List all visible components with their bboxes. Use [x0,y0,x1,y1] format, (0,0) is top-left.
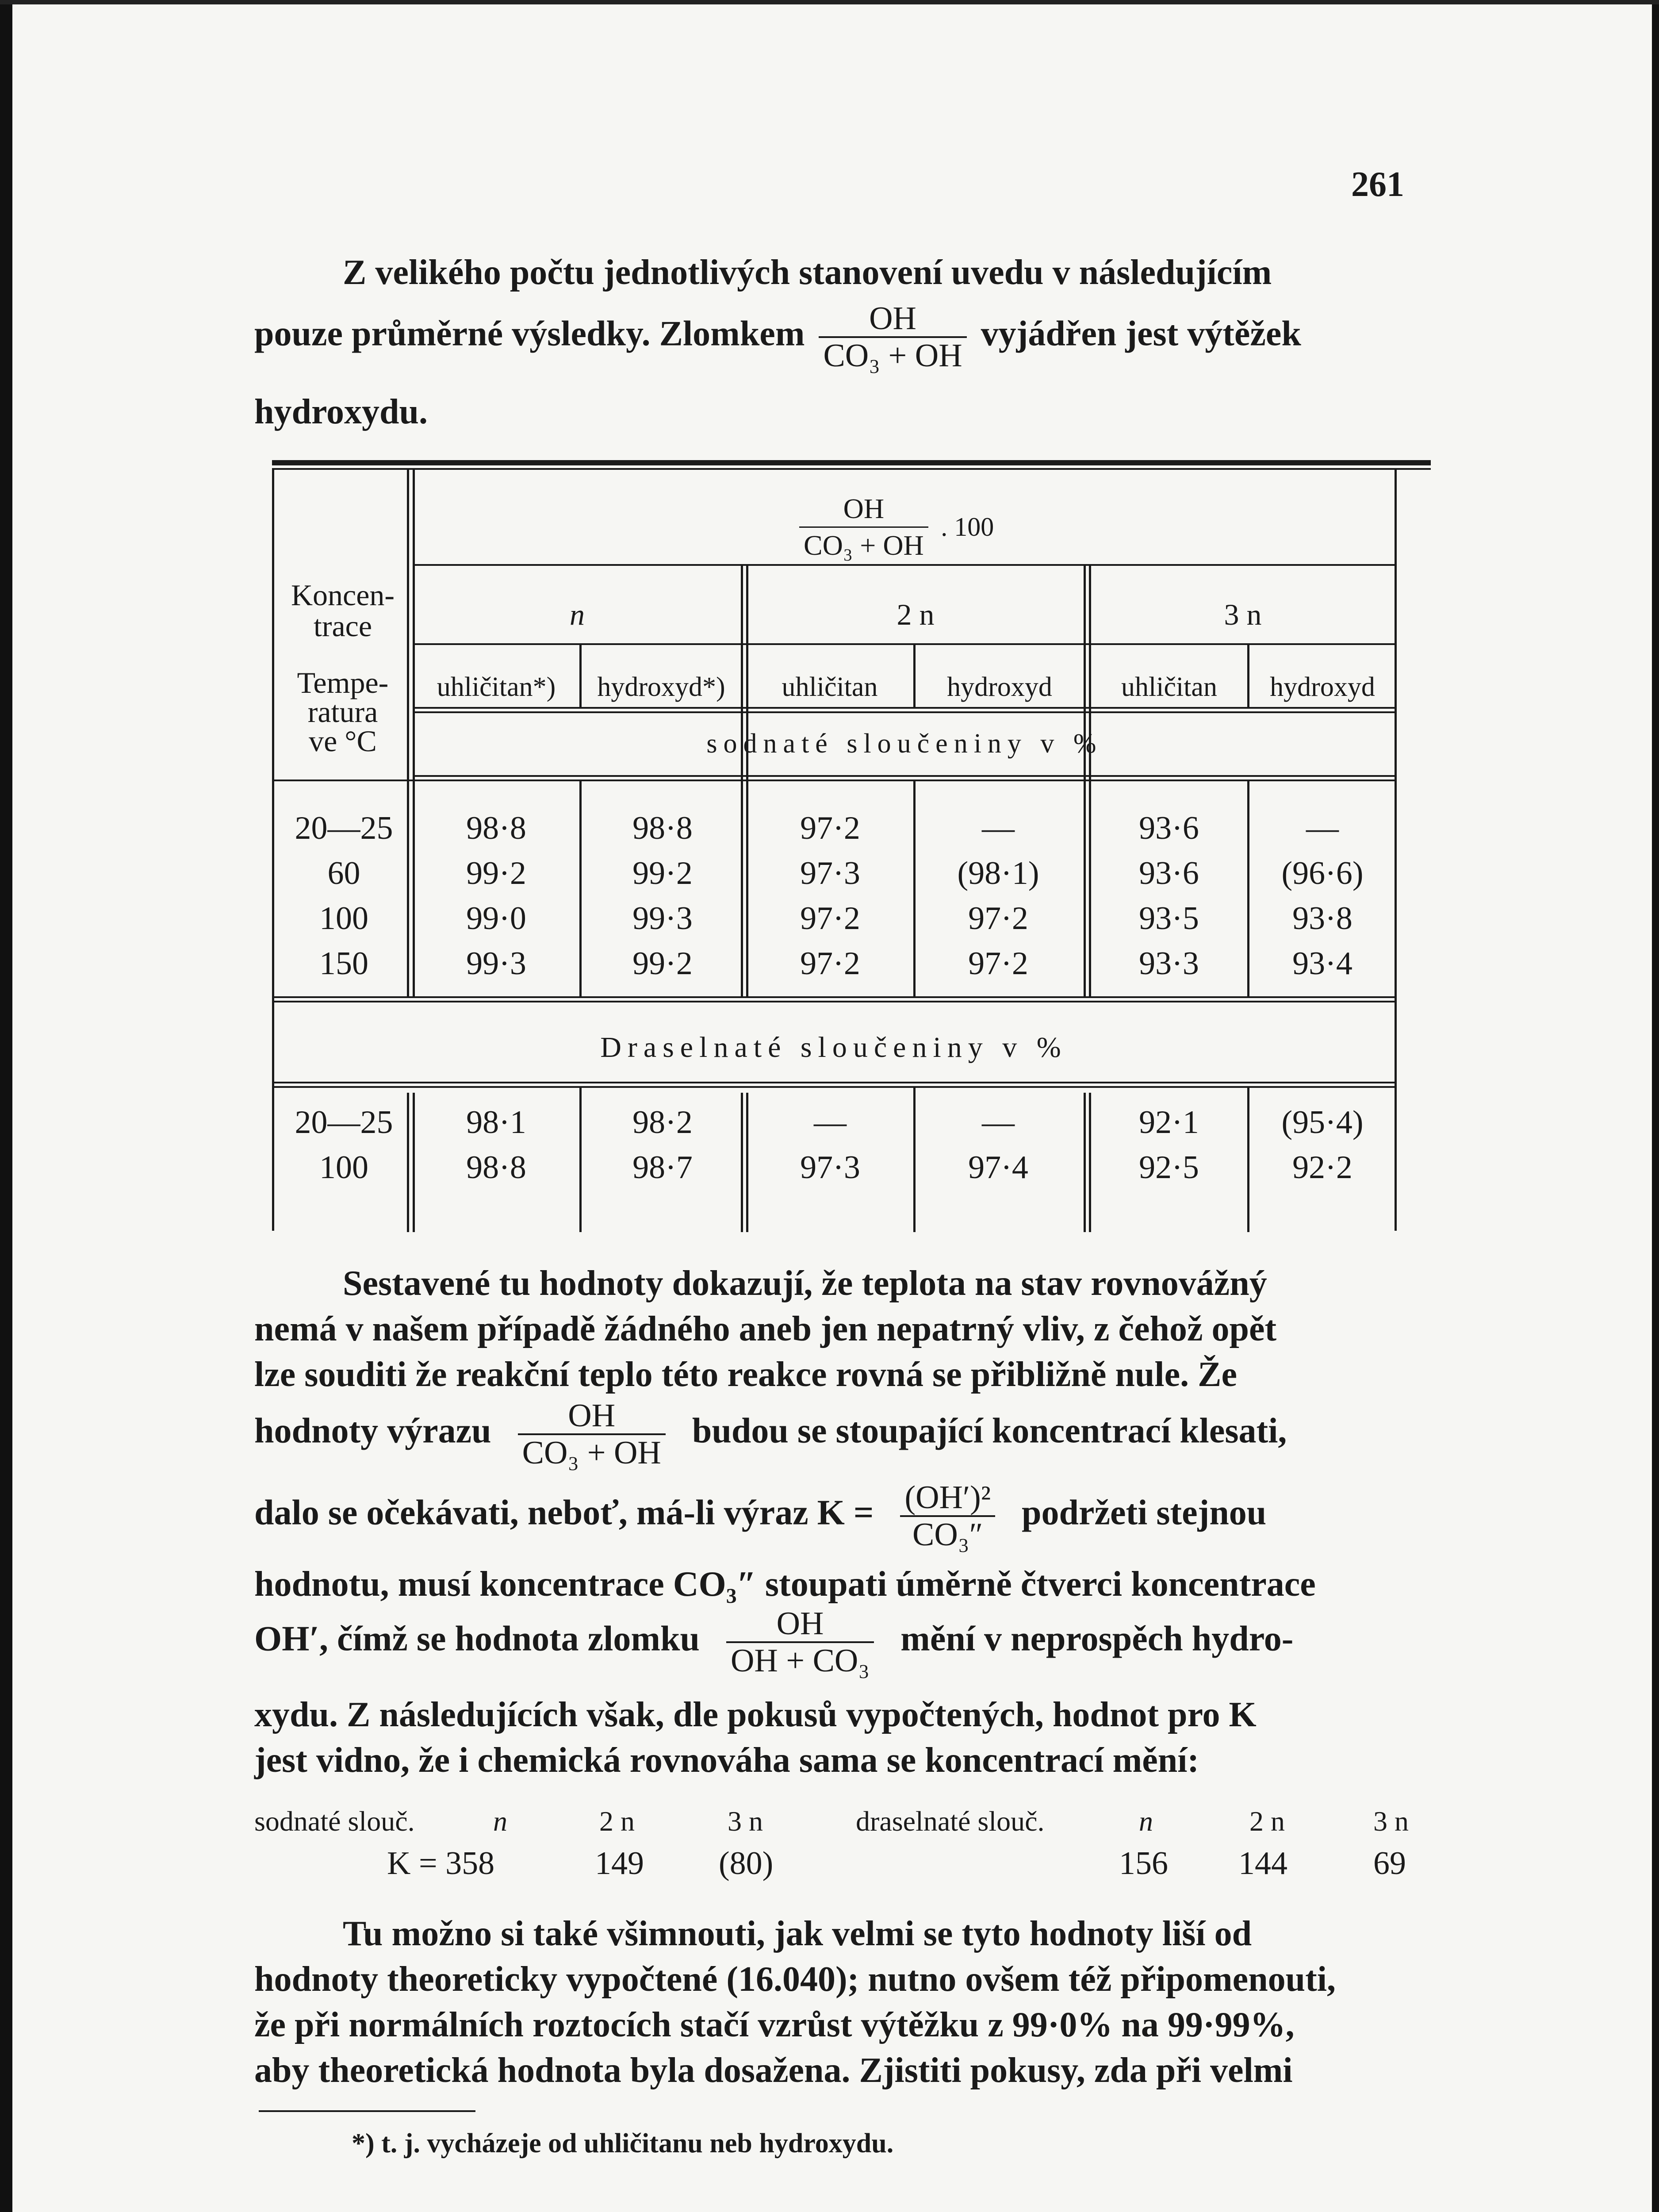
intro-line-1: Z velikého počtu jednotlivých stanovení uvedu v následujícím [343,253,1272,292]
intro-line-2-end: vyjádřen jest výtěžek [981,314,1301,353]
sodium-row-cell-2-0: 99·0 [466,900,526,937]
sodium-row-cell-2-4: 93·5 [1139,900,1199,937]
data-col-rule-0-0 [579,781,582,996]
subheader-uhlicitan-3n: uhličitan [1121,672,1217,702]
body-line-4 [254,1398,1411,1471]
intro-paragraph [254,250,1411,296]
table-stub-rule-c [407,1093,409,1232]
body-fraction-1-den: CO₃ + OH [518,1433,666,1471]
k-potassium-label: draselnaté slouč. [856,1805,1045,1837]
potassium-section-label: Draselnaté sloučeniny v % [600,1031,1067,1064]
body-line-4-start: hodnoty výrazu [254,1411,491,1451]
subheader-uhlicitan-2n: uhličitan [782,672,878,702]
potassium-row-cell-0-3: — [982,1104,1015,1141]
data-col-rule-1-1 [913,1088,916,1232]
temperature-label: Tempe- ratura ve °C [297,666,389,758]
sodium-row-cell-2-1: 99·3 [632,900,693,937]
intro-line-2 [254,301,1411,373]
body-line-8: xydu. Z následujících však, dle pokusů vypočtených, hodnot pro K [254,1695,1257,1734]
sodium-row-temp-2: 100 [319,900,368,937]
sodium-row-cell-2-5: 93·8 [1292,900,1352,937]
table-top-rule-thin [272,468,1431,470]
page-content [254,0,1411,2212]
sodium-row-cell-3-0: 99·3 [466,945,526,982]
table-header-frac-num: OH [843,493,885,524]
table-group-rule-4a [1084,1093,1086,1232]
closing-line-4: aby theoretická hodnota byla dosažena. Zjistiti pokusy, zda při velmi [254,2051,1293,2090]
table-header-frac [799,491,928,563]
potassium-row-cell-1-3: 97·4 [968,1149,1028,1186]
table-stub-rule-a [407,470,409,996]
sodium-row-temp-0: 20—25 [295,810,393,846]
subheader-rule-3 [1247,645,1249,707]
subheader-hydroxyd-3n: hydroxyd [1270,672,1375,702]
intro-fraction [819,301,966,373]
page-edge-left [0,0,12,2212]
k-potassium-n-value: 156 [1119,1845,1168,1882]
table-stub-rule-d [413,1093,415,1232]
concentration-label: Koncen- trace [291,578,395,643]
table-rule-below-fraction [413,564,1395,566]
closing-line-1: Tu možno si také všimnouti, jak velmi se tyto hodnoty liší od [343,1914,1252,1953]
sodium-row-temp-1: 60 [327,855,360,891]
potassium-row-cell-0-1: 98·2 [632,1104,693,1141]
body-line-5 [254,1480,1411,1552]
page-number: 261 [1351,165,1404,204]
footnote-rule [259,2110,475,2112]
subheader-rule-1 [579,645,582,707]
table-top-rule [272,460,1431,465]
sodium-row-cell-0-1: 98·8 [632,810,693,846]
potassium-row-cell-1-0: 98·8 [466,1149,526,1186]
data-col-rule-2-1 [1247,1088,1249,1232]
k-sodium-head-3n: 3 n [728,1805,763,1837]
sodium-row-cell-3-1: 99·2 [632,945,693,982]
sodium-row-cell-3-4: 93·3 [1139,945,1199,982]
body-line-3: lze souditi že reakční teplo této reakce rovná se přibližně nule. Že [254,1355,1237,1394]
body-fraction-1-num: OH [568,1398,616,1434]
body-line-7 [254,1606,1411,1678]
body-line-6-text: hodnotu, musí koncentrace CO₃″ stoupati úměrně čtverci koncentrace [254,1565,1316,1604]
k-potassium-2n-value: 144 [1238,1845,1287,1882]
concentration-3n: 3 n [1224,598,1262,631]
sodium-row-cell-3-3: 97·2 [968,945,1028,982]
k-potassium-head-2n: 2 n [1249,1805,1285,1837]
body-fraction-2 [900,1480,995,1552]
concentration-n: n [570,598,585,631]
concentration-2n: 2 n [897,598,935,631]
k-sodium-head-2n: 2 n [599,1805,635,1837]
body-line-7-start: OH′, čímž se hodnota zlomku [254,1619,700,1659]
intro-line-3-text: hydroxydu. [254,392,428,431]
sodium-row-cell-0-5: — [1306,810,1339,846]
sodium-row-cell-2-3: 97·2 [968,900,1028,937]
body-line-1: Sestavené tu hodnoty dokazují, že teplota na stav rovnovážný [343,1264,1267,1303]
sodium-row-cell-1-4: 93·6 [1139,855,1199,891]
sodium-row-temp-3: 150 [319,945,368,982]
body-line-5-end: podržeti stejnou [1022,1493,1267,1532]
subheader-hydroxyd-2n: hydroxyd [947,672,1052,702]
k-potassium-3n-value: 69 [1373,1845,1406,1882]
intro-fraction-denominator: CO₃ + OH [819,336,966,373]
page-edge-right [1652,0,1659,2212]
table-header-frac-mult: . 100 [941,512,994,541]
table-header-fraction [794,491,994,563]
body-fraction-2-num: (OH′)² [904,1479,991,1516]
k-sodium-2n-value: 149 [595,1845,644,1882]
body-line-2: nemá v našem případě žádného aneb jen nepatrný vliv, z čehož opět [254,1310,1277,1348]
sodium-row-cell-0-4: 93·6 [1139,810,1199,846]
sodium-row-cell-1-2: 97·3 [800,855,860,891]
table-rule-below-k-b [272,1086,1395,1088]
potassium-row-cell-0-4: 92·1 [1139,1104,1199,1141]
table-rule-below-sub-a [413,707,1395,709]
subheader-uhlicitan-n: uhličitan*) [437,672,556,702]
sodium-row-cell-1-3: (98·1) [957,855,1039,891]
potassium-row-cell-1-2: 97·3 [800,1149,860,1186]
intro-line-3 [254,389,1411,435]
table-header-frac-den: CO₃ + OH [799,526,928,563]
body-line-9: jest vidno, že i chemická rovnováha sama se koncentrací mění: [254,1741,1199,1780]
sodium-row-cell-3-5: 93·4 [1292,945,1352,982]
body-line-8-9 [254,1692,1411,1783]
table-rule-above-data-a [413,775,1395,777]
closing-line-3: že při normálních roztocích stačí vzrůst výtěžku z 99·0% na 99·99%, [254,2005,1295,2044]
sodium-row-cell-1-0: 99·2 [466,855,526,891]
potassium-row-cell-1-1: 98·7 [632,1149,693,1186]
body-fraction-3 [726,1606,874,1678]
closing-paragraph [254,1911,1411,2093]
sodium-row-cell-0-0: 98·8 [466,810,526,846]
potassium-row-cell-1-5: 92·2 [1292,1149,1352,1186]
potassium-row-temp-1: 100 [319,1149,368,1186]
data-col-rule-0-1 [579,1088,582,1232]
potassium-row-temp-0: 20—25 [295,1104,393,1141]
table-rule-below-sub-b [413,711,1395,713]
table-rule-above-k-a [272,996,1395,998]
potassium-row-cell-0-2: — [814,1104,847,1141]
body-line-5-start: dalo se očekávati, neboť, má-li výraz K = [254,1493,874,1532]
data-col-rule-1-0 [913,781,916,996]
sodium-row-cell-0-2: 97·2 [800,810,860,846]
intro-line-2-start: pouze průměrné výsledky. Zlomkem [254,314,805,353]
k-values-block [254,1801,1411,1889]
intro-fraction-numerator: OH [869,300,916,337]
body-fraction-3-num: OH [776,1605,824,1642]
footnote: *) t. j. vycházeje od uhličitanu neb hydroxydu. [352,2128,894,2158]
body-line-7-end: mění v neprospěch hydro- [900,1619,1294,1659]
k-sodium-head-n: n [493,1805,507,1837]
sodium-row-cell-2-2: 97·2 [800,900,860,937]
k-equals-358: K = 358 [387,1845,495,1882]
body-line-6 [254,1562,1411,1607]
k-sodium-label: sodnaté slouč. [254,1805,415,1837]
closing-line-2: hodnoty theoreticky vypočtené (16.040); nutno ovšem též připomenouti, [254,1960,1336,1999]
subheader-hydroxyd-n: hydroxyd*) [597,672,725,702]
k-potassium-head-3n: 3 n [1373,1805,1409,1837]
sodium-row-cell-1-1: 99·2 [632,855,693,891]
subheader-rule-2 [913,645,916,707]
potassium-row-cell-0-5: (95·4) [1281,1104,1364,1141]
body-fraction-3-den: OH + CO₃ [726,1641,874,1678]
body-fraction-1 [518,1398,666,1471]
table-rule-above-k-b [272,1001,1395,1002]
k-sodium-3n-value: (80) [719,1845,774,1882]
body-fraction-2-den: CO₃″ [900,1515,995,1552]
k-potassium-head-n: n [1139,1805,1153,1837]
potassium-row-cell-1-4: 92·5 [1139,1149,1199,1186]
table-left-border [272,470,274,1231]
results-table [272,460,1391,1232]
body-paragraph [254,1261,1411,1398]
sodium-section-label: sodnaté sloučeniny v % [706,729,1103,759]
table-group-rule-3b [746,1093,748,1232]
body-line-4-end: budou se stoupající koncentrací klesati, [692,1411,1287,1451]
potassium-row-cell-0-0: 98·1 [466,1104,526,1141]
sodium-row-cell-1-5: (96·6) [1281,855,1364,891]
table-rule-below-k-a [272,1082,1395,1083]
table-rule-above-data-b [272,780,1395,781]
sodium-row-cell-0-3: — [982,810,1015,846]
data-col-rule-2-0 [1247,781,1249,996]
sodium-row-cell-3-2: 97·2 [800,945,860,982]
